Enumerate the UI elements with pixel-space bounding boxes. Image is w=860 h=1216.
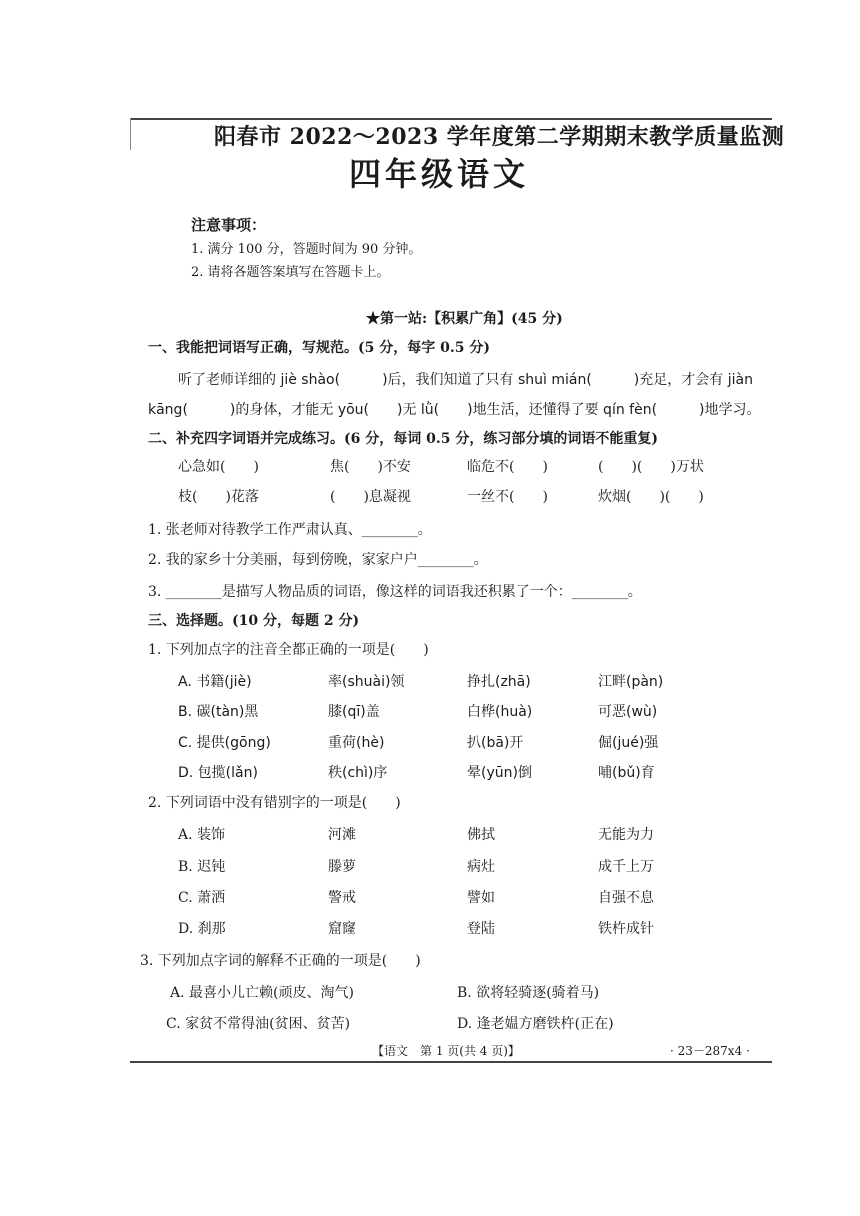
option-cell: 滕萝 [328,859,356,875]
option-cell: 哺(bǔ)育 [598,765,655,781]
q2-idiom: ( )息凝视 [330,489,411,505]
option-cell: C. 萧洒 [178,890,226,906]
option-cell: 膝(qī)盖 [328,704,380,720]
q2-idiom: ( )( )万状 [598,459,704,475]
q1-heading: 一、我能把词语写正确，写规范。(5 分，每字 0.5 分) [148,340,490,356]
q1-line-2: kāng( )的身体，才能无 yōu( )无 lǜ( )地生活，还懂得了要 qín fèn( )地学习。 [148,402,761,418]
option-cell: 挣扎(zhā) [467,674,531,690]
option-cell: 扒(bā)开 [467,735,524,751]
option-cell: 河滩 [328,827,356,843]
q1-line-1: 听了老师详细的 jiè shào( )后，我们知道了只有 shuì mián( )充足，才会有 jiàn [178,372,753,388]
q3-stem-1: 1. 下列加点字的注音全都正确的一项是( ) [148,642,429,658]
q3-stem-3: 3. 下列加点字词的解释不正确的一项是( ) [140,953,421,969]
subject-title: 四年级语文 [349,155,530,193]
option-cell: 铁杵成针 [598,921,654,937]
page-number: 【语文 第 1 页(共 4 页)】 [372,1044,520,1058]
option-cell: A. 最喜小儿亡赖(顽皮、淘气) [170,985,354,1001]
q3-heading: 三、选择题。(10 分，每题 2 分) [148,613,360,629]
side-rule [130,118,131,150]
option-cell: 晕(yūn)倒 [467,765,532,781]
option-cell: 秩(chì)序 [328,765,388,781]
q2-idiom: 炊烟( )( ) [598,489,704,505]
option-cell: B. 迟钝 [178,859,226,875]
q2-idiom: 焦( )不安 [330,459,411,475]
notice-item-2: 2. 请将各题答案填写在答题卡上。 [191,265,390,280]
q2-exercise-1: 1. 张老师对待教学工作严肃认真、________。 [148,522,432,538]
notice-heading: 注意事项： [191,216,267,234]
option-cell: 自强不息 [598,890,654,906]
option-cell: D. 逢老媪方磨铁杵(正在) [457,1016,614,1032]
q2-exercise-2: 2. 我的家乡十分美丽，每到傍晚，家家户户________。 [148,552,488,568]
bottom-rule [130,1061,772,1063]
option-cell: 率(shuài)领 [328,674,405,690]
option-cell: D. 刹那 [178,921,226,937]
paper-code: · 23－287x4 · [670,1044,750,1058]
option-cell: 佛拭 [467,827,495,843]
option-cell: 白桦(huà) [467,704,533,720]
station-heading: ★第一站:【积累广角】(45 分) [366,311,563,327]
option-cell: C. 家贫不常得油(贫困、贫苦) [166,1016,351,1032]
option-cell: 登陆 [467,921,495,937]
q3-stem-2: 2. 下列词语中没有错别字的一项是( ) [148,795,401,811]
option-cell: A. 书籍(jiè) [178,674,252,690]
option-cell: 成千上万 [598,859,654,875]
notice-item-1: 1. 满分 100 分，答题时间为 90 分钟。 [191,242,422,257]
option-cell: 无能为力 [598,827,654,843]
option-cell: 江畔(pàn) [598,674,664,690]
q2-idiom: 临危不( ) [467,459,548,475]
option-cell: 倔(jué)强 [598,735,659,751]
option-cell: B. 碳(tàn)黑 [178,704,259,720]
option-cell: 重荷(hè) [328,735,385,751]
option-cell: 可恶(wù) [598,704,658,720]
top-rule [130,118,772,120]
option-cell: B. 欲将轻骑逐(骑着马) [457,985,600,1001]
q2-heading: 二、补充四字词语并完成练习。(6 分，每词 0.5 分，练习部分填的词语不能重复) [148,431,658,447]
option-cell: A. 装饰 [178,827,226,843]
option-cell: 警戒 [328,890,356,906]
option-cell: 譬如 [467,890,495,906]
option-cell: C. 提供(gōng) [178,735,271,751]
option-cell: 病灶 [467,859,495,875]
option-cell: D. 包揽(lǎn) [178,765,258,781]
exam-title: 阳春市 2022～2023 学年度第二学期期末教学质量监测 [214,124,785,150]
q2-idiom: 枝( )花落 [178,489,259,505]
option-cell: 窟窿 [328,921,356,937]
q2-idiom: 一丝不( ) [467,489,548,505]
q2-idiom: 心急如( ) [178,459,259,475]
q2-exercise-3: 3. ________是描写人物品质的词语，像这样的词语我还积累了一个：________。 [148,584,642,600]
